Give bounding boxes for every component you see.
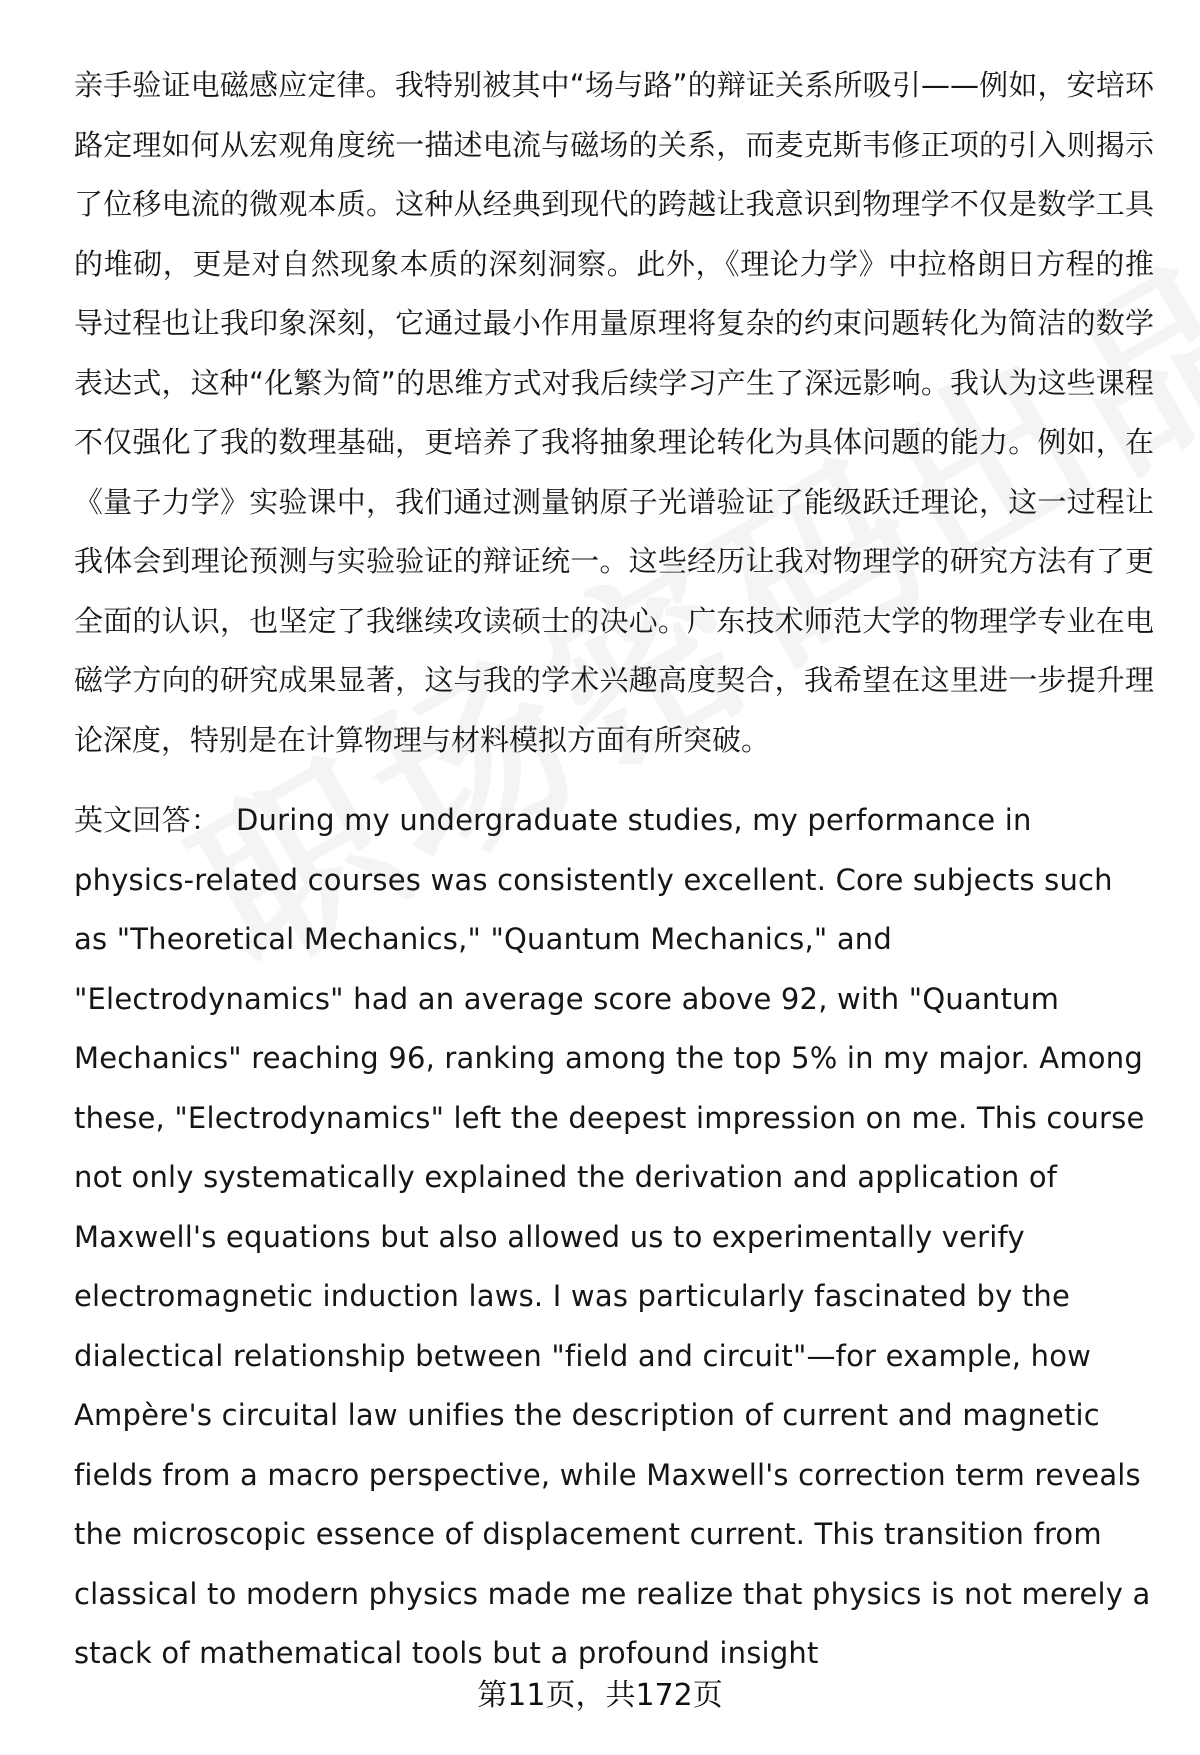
english-answer-paragraph bbox=[74, 791, 1154, 1684]
chinese-answer-paragraph: 亲手验证电磁感应定律。我特别被其中“场与路”的辩证关系所吸引——例如，安培环路定理如何从宏观角度统一描述电流与磁场的关系，而麦克斯韦修正项的引入则揭示了位移电流的微观本质。这种从经典到现代的跨越让我意识到物理学不仅是数学工具的堆砌，更是对自然现象本质的深刻洞察。此外，《理论力学》中拉格朗日方程的推导过程也让我印象深刻，它通过最小作用量原理将复杂的约束问题转化为简洁的数学表达式，这种“化繁为简”的思维方式对我后续学习产生了深远影响。我认为这些课程不仅强化了我的数理基础，更培养了我将抽象理论转化为具体问题的能力。例如，在《量子力学》实验课中，我们通过测量钠原子光谱验证了能级跃迁理论，这一过程让我体会到理论预测与实验验证的辩证统一。这些经历让我对物理学的研究方法有了更全面的认识，也坚定了我继续攻读硕士的决心。广东技术师范大学的物理学专业在电磁学方向的研究成果显著，这与我的学术兴趣高度契合，我希望在这里进一步提升理论深度，特别是在计算物理与材料模拟方面有所突破。 bbox=[74, 68, 1154, 757]
english-answer-text: During my undergraduate studies, my performance in physics-related courses was consistently excellent. Core subjects such as "Theoretical Mechanics," "Quantum Mechanics," and "Electrodynamics" had an average score above 92, with "Quantum Mechanics" reaching 96, ranking among the top 5% in my major. Among these, "Electrodynamics" left the deepest impression on me. This course not only systematically explained the derivation and application of Maxwell's equations but also allowed us to experimentally verify electromagnetic induction laws. I was particularly fascinated by the dialectical relationship between "field and circuit"—for example, how Ampère's circuital law unifies the description of current and magnetic fields from a macro perspective, while Maxwell's correction term reveals the microscopic essence of displacement current. This transition from classical to modern physics made me realize that physics is not merely a stack of mathematical tools but a profound insight bbox=[74, 803, 1151, 1670]
english-answer-label: 英文回答： bbox=[74, 803, 221, 837]
page-number-footer: 第11页，共172页 bbox=[477, 1678, 723, 1713]
document-page bbox=[74, 56, 1154, 1684]
